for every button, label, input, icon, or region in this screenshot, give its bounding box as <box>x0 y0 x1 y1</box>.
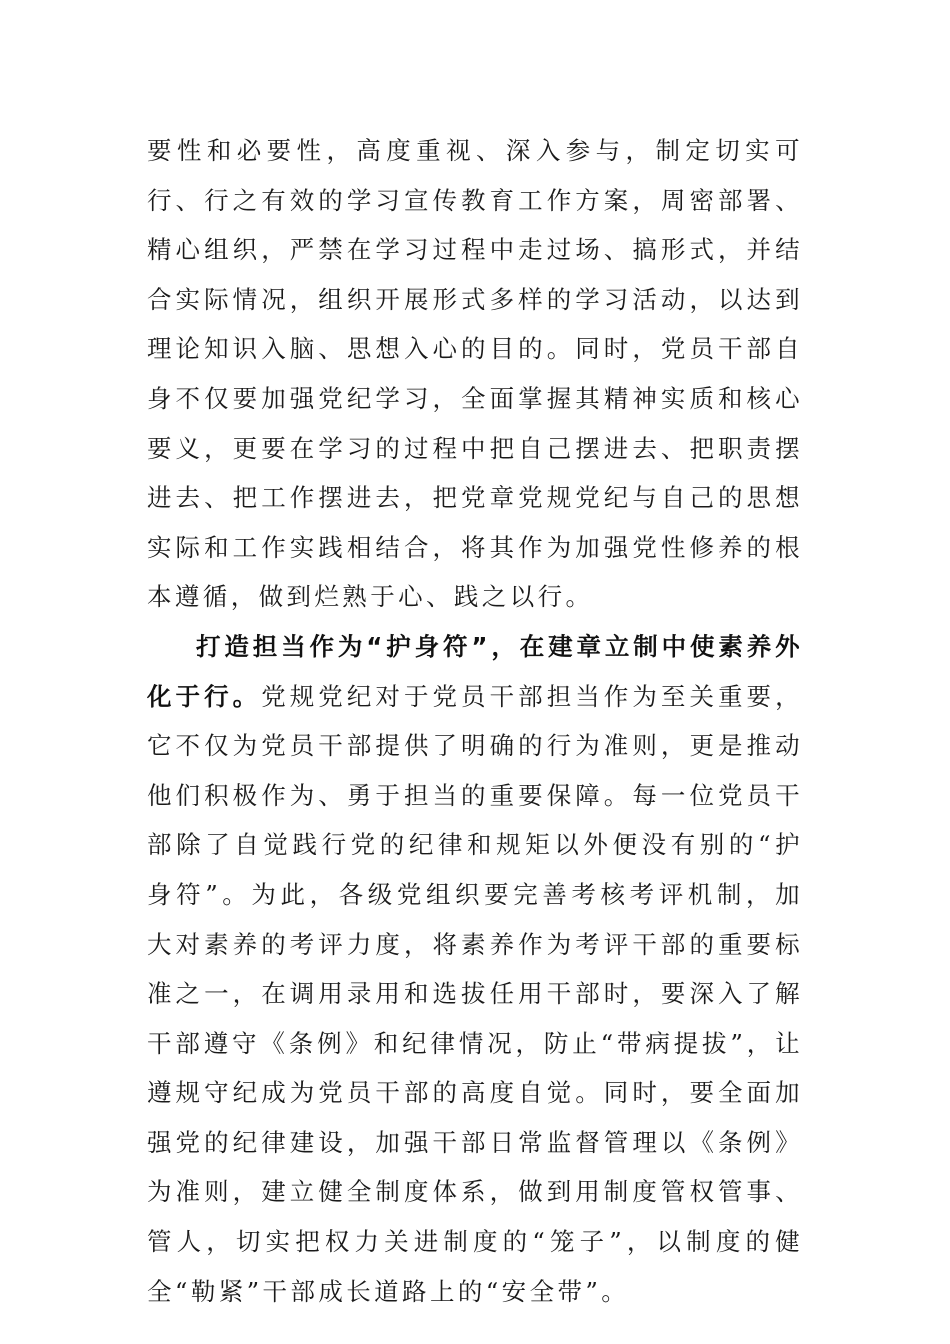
paragraph-2-body: 党规党纪对于党员干部担当作为至关重要，它不仅为党员干部提供了明确的行为准则，更是推动他们积极作为、勇于担当的重要保障。每一位党员干部除了自觉践行党的纪律和规矩以外便没有别的“护身符”。为此，各级党组织要完善考核考评机制，加大对素养的考评力度，将素养作为考评干部的重要标准之一，在调用录用和选拔任用干部时，要深入了解干部遵守《条例》和纪律情况，防止“带病提拔”，让遵规守纪成为党员干部的高度自觉。同时，要全面加强党的纪律建设，加强干部日常监督管理以《条例》为准则，建立健全制度体系，做到用制度管权管事、管人，切实把权力关进制度的“笼子”，以制度的健全“勒紧”干部成长道路上的“安全带”。 <box>147 681 803 1306</box>
paragraph-1: 要性和必要性，高度重视、深入参与，制定切实可行、行之有效的学习宣传教育工作方案，周密部署、精心组织，严禁在学习过程中走过场、搞形式，并结合实际情况，组织开展形式多样的学习活动，以达到理论知识入脑、思想入心的目的。同时，党员干部自身不仅要加强党纪学习，全面掌握其精神实质和核心要义，更要在学习的过程中把自己摆进去、把职责摆进去、把工作摆进去，把党章党规党纪与自己的思想实际和工作实践相结合，将其作为加强党性修养的根本遵循，做到烂熟于心、践之以行。 <box>147 136 803 612</box>
paragraph-2 <box>147 622 803 1316</box>
document-body <box>147 126 803 1316</box>
paragraph-2-heading: 打造担当作为“护身符”，在建章立制中使素养外化于行。 <box>147 631 803 711</box>
